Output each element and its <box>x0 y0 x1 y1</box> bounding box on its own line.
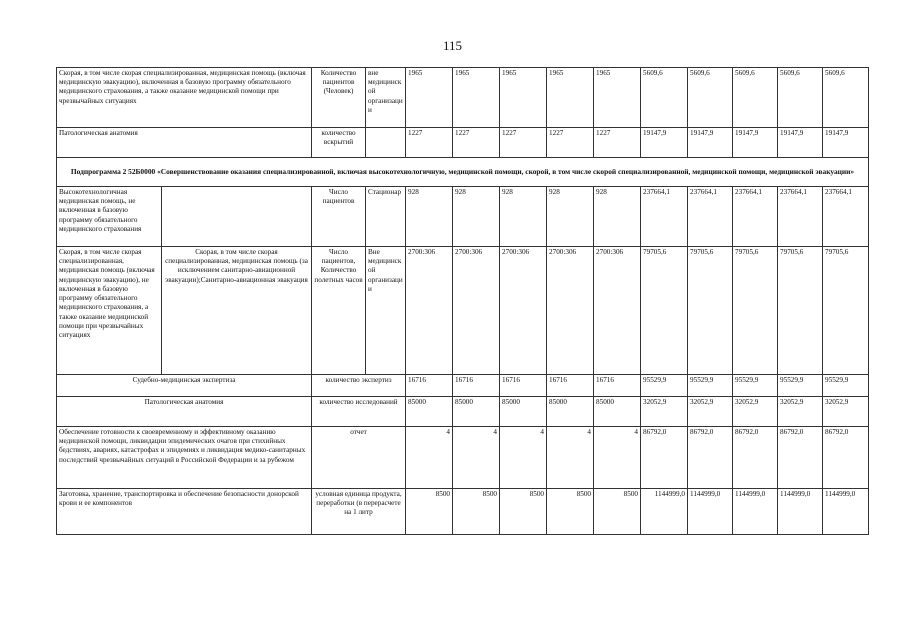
table-row <box>57 68 869 128</box>
value-cell: 95529,9 <box>733 375 778 397</box>
value-cell: 85000 <box>594 397 641 427</box>
subprogram-title: Подпрограмма 2 52Б0000 «Совершенствование оказания специализированной, включая высокотехнологичную, медицинской помощи, скорой, в том числе скорой специализированной, медицинской помощи, медицинской эвакуации» <box>57 158 869 187</box>
value-cell: 928 <box>500 187 547 247</box>
value-cell: 5609,6 <box>778 68 823 128</box>
value-cell: 4 <box>594 427 641 489</box>
value-cell: 32052,9 <box>733 397 778 427</box>
value-cell: 85000 <box>406 397 453 427</box>
subprogram-row <box>57 158 869 187</box>
value-cell: 1227 <box>500 128 547 158</box>
service-name: Высокотехнологичная медицинская помощь, не включенная в базовую программу обязательного медицинского страхования <box>57 187 162 247</box>
value-cell: 32052,9 <box>688 397 733 427</box>
value-cell: 2700:306 <box>500 247 547 375</box>
unit-cell: количество вскрытий <box>312 128 366 158</box>
value-cell: 928 <box>547 187 594 247</box>
value-cell: 79705,6 <box>641 247 688 375</box>
value-cell: 237664,1 <box>688 187 733 247</box>
service-detail <box>162 187 312 247</box>
value-cell: 1965 <box>594 68 641 128</box>
value-cell: 237664,1 <box>823 187 869 247</box>
service-detail: Скорая, в том числе скорая специализированная, медицинская помощь (за исключением санитарно-авиационной эвакуации);Санитарно-авиационная эвакуация <box>162 247 312 375</box>
value-cell: 19147,9 <box>778 128 823 158</box>
value-cell: 5609,6 <box>641 68 688 128</box>
table-row <box>57 187 869 247</box>
value-cell: 8500 <box>500 489 547 535</box>
value-cell: 86792,0 <box>641 427 688 489</box>
value-cell: 16716 <box>547 375 594 397</box>
service-name: Скорая, в том числе скорая специализированная, медицинская помощь (включая медицинскую эвакуацию), не включенная в базовую программу обязательного медицинского страхования, а также оказание медицинской помощи при чрезвычайных ситуациях <box>57 247 162 375</box>
table-row <box>57 397 869 427</box>
value-cell: 8500 <box>547 489 594 535</box>
value-cell: 19147,9 <box>823 128 869 158</box>
value-cell: 5609,6 <box>823 68 869 128</box>
value-cell: 85000 <box>547 397 594 427</box>
value-cell: 237664,1 <box>778 187 823 247</box>
service-name: Патологическая анатомия <box>57 128 312 158</box>
value-cell: 1144999,0 <box>641 489 688 535</box>
value-cell: 2700:306 <box>453 247 500 375</box>
service-name: Заготовка, хранение, транспортировка и обеспечение безопасности донорской крови и ее компонентов <box>57 489 312 535</box>
value-cell: 79705,6 <box>823 247 869 375</box>
value-cell: 2700:306 <box>547 247 594 375</box>
value-cell: 5609,6 <box>733 68 778 128</box>
value-cell: 5609,6 <box>688 68 733 128</box>
value-cell: 16716 <box>594 375 641 397</box>
value-cell: 928 <box>406 187 453 247</box>
unit-cell: Число пациентов, Количество полетных часов <box>312 247 366 375</box>
value-cell: 16716 <box>500 375 547 397</box>
value-cell: 8500 <box>594 489 641 535</box>
budget-table <box>56 67 869 535</box>
value-cell: 32052,9 <box>823 397 869 427</box>
table-row <box>57 427 869 489</box>
value-cell: 1227 <box>594 128 641 158</box>
service-name: Скорая, в том числе скорая специализированная, медицинская помощь (включая медицинскую эвакуацию), включенная в базовую программу обязательного медицинского страхования, а также оказание медицинской помощи при чрезвычайных ситуациях <box>57 68 312 128</box>
value-cell: 8500 <box>453 489 500 535</box>
page-number: 115 <box>442 38 463 53</box>
table-row <box>57 375 869 397</box>
value-cell: 85000 <box>500 397 547 427</box>
condition-cell <box>366 128 406 158</box>
unit-cell: Количество пациентов (Человек) <box>312 68 366 128</box>
table-row <box>57 489 869 535</box>
value-cell: 1227 <box>406 128 453 158</box>
condition-cell: Вне медицинской организации <box>366 247 406 375</box>
unit-cell: условная единица продукта, переработки (в перерасчете на 1 литр <box>312 489 406 535</box>
value-cell: 16716 <box>406 375 453 397</box>
value-cell: 1144999,0 <box>733 489 778 535</box>
value-cell: 1227 <box>547 128 594 158</box>
unit-cell: отчет <box>312 427 406 489</box>
value-cell: 4 <box>406 427 453 489</box>
value-cell: 1144999,0 <box>778 489 823 535</box>
value-cell: 32052,9 <box>778 397 823 427</box>
value-cell: 16716 <box>453 375 500 397</box>
value-cell: 237664,1 <box>733 187 778 247</box>
value-cell: 2700:306 <box>406 247 453 375</box>
table-row <box>57 128 869 158</box>
value-cell: 1965 <box>547 68 594 128</box>
value-cell: 86792,0 <box>733 427 778 489</box>
value-cell: 2700:306 <box>594 247 641 375</box>
value-cell: 237664,1 <box>641 187 688 247</box>
value-cell: 1965 <box>406 68 453 128</box>
value-cell: 928 <box>453 187 500 247</box>
value-cell: 85000 <box>453 397 500 427</box>
value-cell: 79705,6 <box>688 247 733 375</box>
value-cell: 1965 <box>500 68 547 128</box>
unit-cell: количество экспертиз <box>312 375 406 397</box>
value-cell: 86792,0 <box>778 427 823 489</box>
value-cell: 1144999,0 <box>823 489 869 535</box>
condition-cell: Стационар <box>366 187 406 247</box>
value-cell: 19147,9 <box>688 128 733 158</box>
value-cell: 95529,9 <box>641 375 688 397</box>
value-cell: 95529,9 <box>778 375 823 397</box>
value-cell: 1144999,0 <box>688 489 733 535</box>
value-cell: 4 <box>500 427 547 489</box>
value-cell: 4 <box>547 427 594 489</box>
table-row <box>57 247 869 375</box>
value-cell: 95529,9 <box>688 375 733 397</box>
value-cell: 1965 <box>453 68 500 128</box>
value-cell: 86792,0 <box>823 427 869 489</box>
value-cell: 79705,6 <box>733 247 778 375</box>
value-cell: 19147,9 <box>641 128 688 158</box>
value-cell: 928 <box>594 187 641 247</box>
unit-cell: количество исследований <box>312 397 406 427</box>
service-name: Обеспечение готовности к своевременному и эффективному оказанию медицинской помощи, ликвидации эпидемических очагов при стихийных бедствиях, авариях, катастрофах и эпидемиях и ликвидация медико-санитарных последствий чрезвычайных ситуаций в Российской Федерации и за рубежом <box>57 427 312 489</box>
value-cell: 4 <box>453 427 500 489</box>
value-cell: 1227 <box>453 128 500 158</box>
value-cell: 86792,0 <box>688 427 733 489</box>
service-name: Судебно-медицинская экспертиза <box>57 375 312 397</box>
service-name: Патологическая анатомия <box>57 397 312 427</box>
value-cell: 79705,6 <box>778 247 823 375</box>
value-cell: 19147,9 <box>733 128 778 158</box>
value-cell: 8500 <box>406 489 453 535</box>
value-cell: 95529,9 <box>823 375 869 397</box>
value-cell: 32052,9 <box>641 397 688 427</box>
unit-cell: Число пациентов <box>312 187 366 247</box>
condition-cell: вне медицинской организации <box>366 68 406 128</box>
